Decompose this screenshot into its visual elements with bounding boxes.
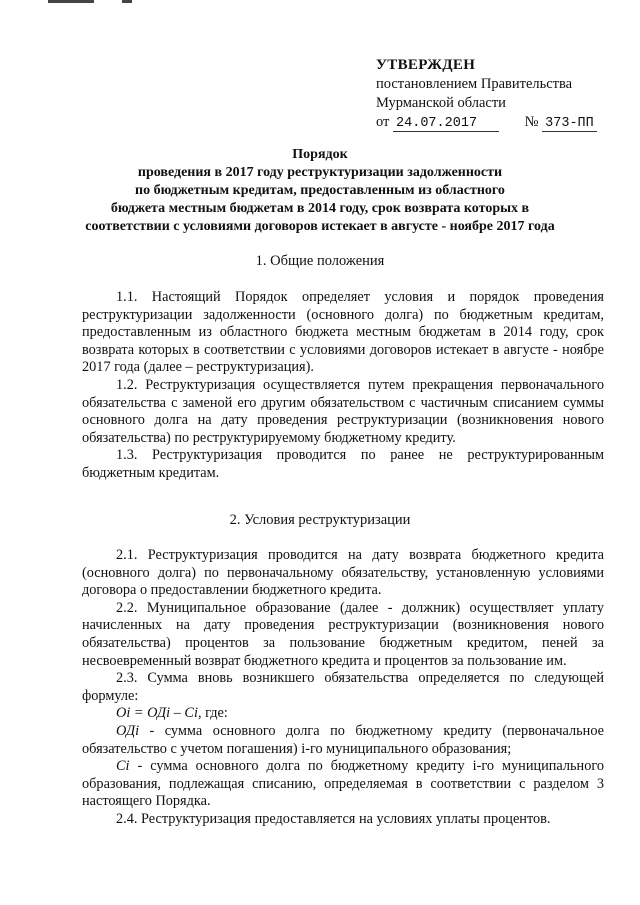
definition-c	[82, 758, 604, 811]
approval-line2: Мурманской области	[376, 95, 506, 111]
approval-heading: УТВЕРЖДЕН	[376, 57, 476, 73]
number-prefix: №	[524, 114, 539, 130]
formula: Oi = ОДi – Ci	[116, 705, 198, 722]
title-line1: Порядок	[292, 147, 348, 162]
title-line4: бюджета местным бюджетам в 2014 году, срок возврата которых в	[110, 201, 530, 216]
formula-suffix: , где:	[197, 705, 228, 722]
section1-heading: 1. Общие положения	[255, 253, 385, 269]
title-line5: соответствии с условиями договоров истекает в августе - ноябре 2017 года	[85, 219, 555, 234]
approval-number: 373-ПП	[542, 116, 597, 132]
def1-text: - сумма основного долга по бюджетному кредиту (первоначальное обязательство с учетом погашения) i-го муниципального образования;	[82, 722, 604, 757]
paragraph-1-2: 1.2. Реструктуризация осуществляется путем прекращения первоначального обязательства с заменой его другим обязательством с частичным списанием суммы основного долга на дату проведения реструктуризации (возникновения нового обязательства) по реструктурируемому бюджетному кредиту.	[82, 376, 604, 446]
paragraph-2-1: 2.1. Реструктуризация проводится на дату возврата бюджетного кредита (основного долга) по первоначальному обязательству, установленную условиями договора о предоставлении бюджетного кредита.	[82, 547, 604, 599]
section1-body	[82, 289, 604, 483]
definition-od	[82, 723, 604, 758]
approval-date-line	[376, 113, 616, 133]
scan-artifact	[122, 0, 132, 3]
def1-variable: ОДi	[116, 722, 140, 739]
title-line2: проведения в 2017 году реструктуризации задолженности	[137, 165, 503, 180]
date-prefix: от	[376, 114, 390, 130]
def2-variable: Ci	[116, 758, 130, 775]
paragraph-2-4: 2.4. Реструктуризация предоставляется на условиях уплаты процентов.	[116, 810, 551, 827]
paragraph-2-2: 2.2. Муниципальное образование (далее - должник) осуществляет уплату начисленных на дату проведения реструктуризации (возникновения нового обязательства) процентов за пользование бюджетным кредитом, пеней за несвоевременный возврат бюджетного кредита и процентов за пользование им.	[82, 599, 604, 669]
title-line3: по бюджетным кредитам, предоставленным из областного	[135, 183, 505, 198]
approval-line1: постановлением Правительства	[376, 76, 573, 92]
section2-heading: 2. Условия реструктуризации	[229, 512, 411, 528]
approval-date: 24.07.2017	[393, 116, 499, 132]
paragraph-2-3: 2.3. Сумма вновь возникшего обязательства определяется по следующей формуле:	[82, 670, 604, 704]
paragraph-1-3: 1.3. Реструктуризация проводится по ранее не реструктурированным бюджетным кредитам.	[82, 447, 604, 481]
def2-text: - сумма основного долга по бюджетному кредиту i-го муниципального образования, подлежащая списанию, определяемая в соответствии с разделом 3 настоящего Порядка.	[82, 758, 604, 810]
document-title	[40, 146, 600, 236]
formula-line	[82, 705, 604, 723]
scan-artifact	[48, 0, 94, 3]
approval-stamp	[376, 56, 616, 133]
paragraph-1-1: 1.1. Настоящий Порядок определяет условия и порядок проведения реструктуризации задолженности (основного долга) по бюджетным кредитам, предоставленным из областного бюджета местным бюджетам в 2014 году, срок возврата которых в соответствии с условиями договоров истекает в августе - ноябре 2017 года (далее – реструктуризация).	[82, 289, 604, 376]
section2-body	[82, 547, 604, 829]
